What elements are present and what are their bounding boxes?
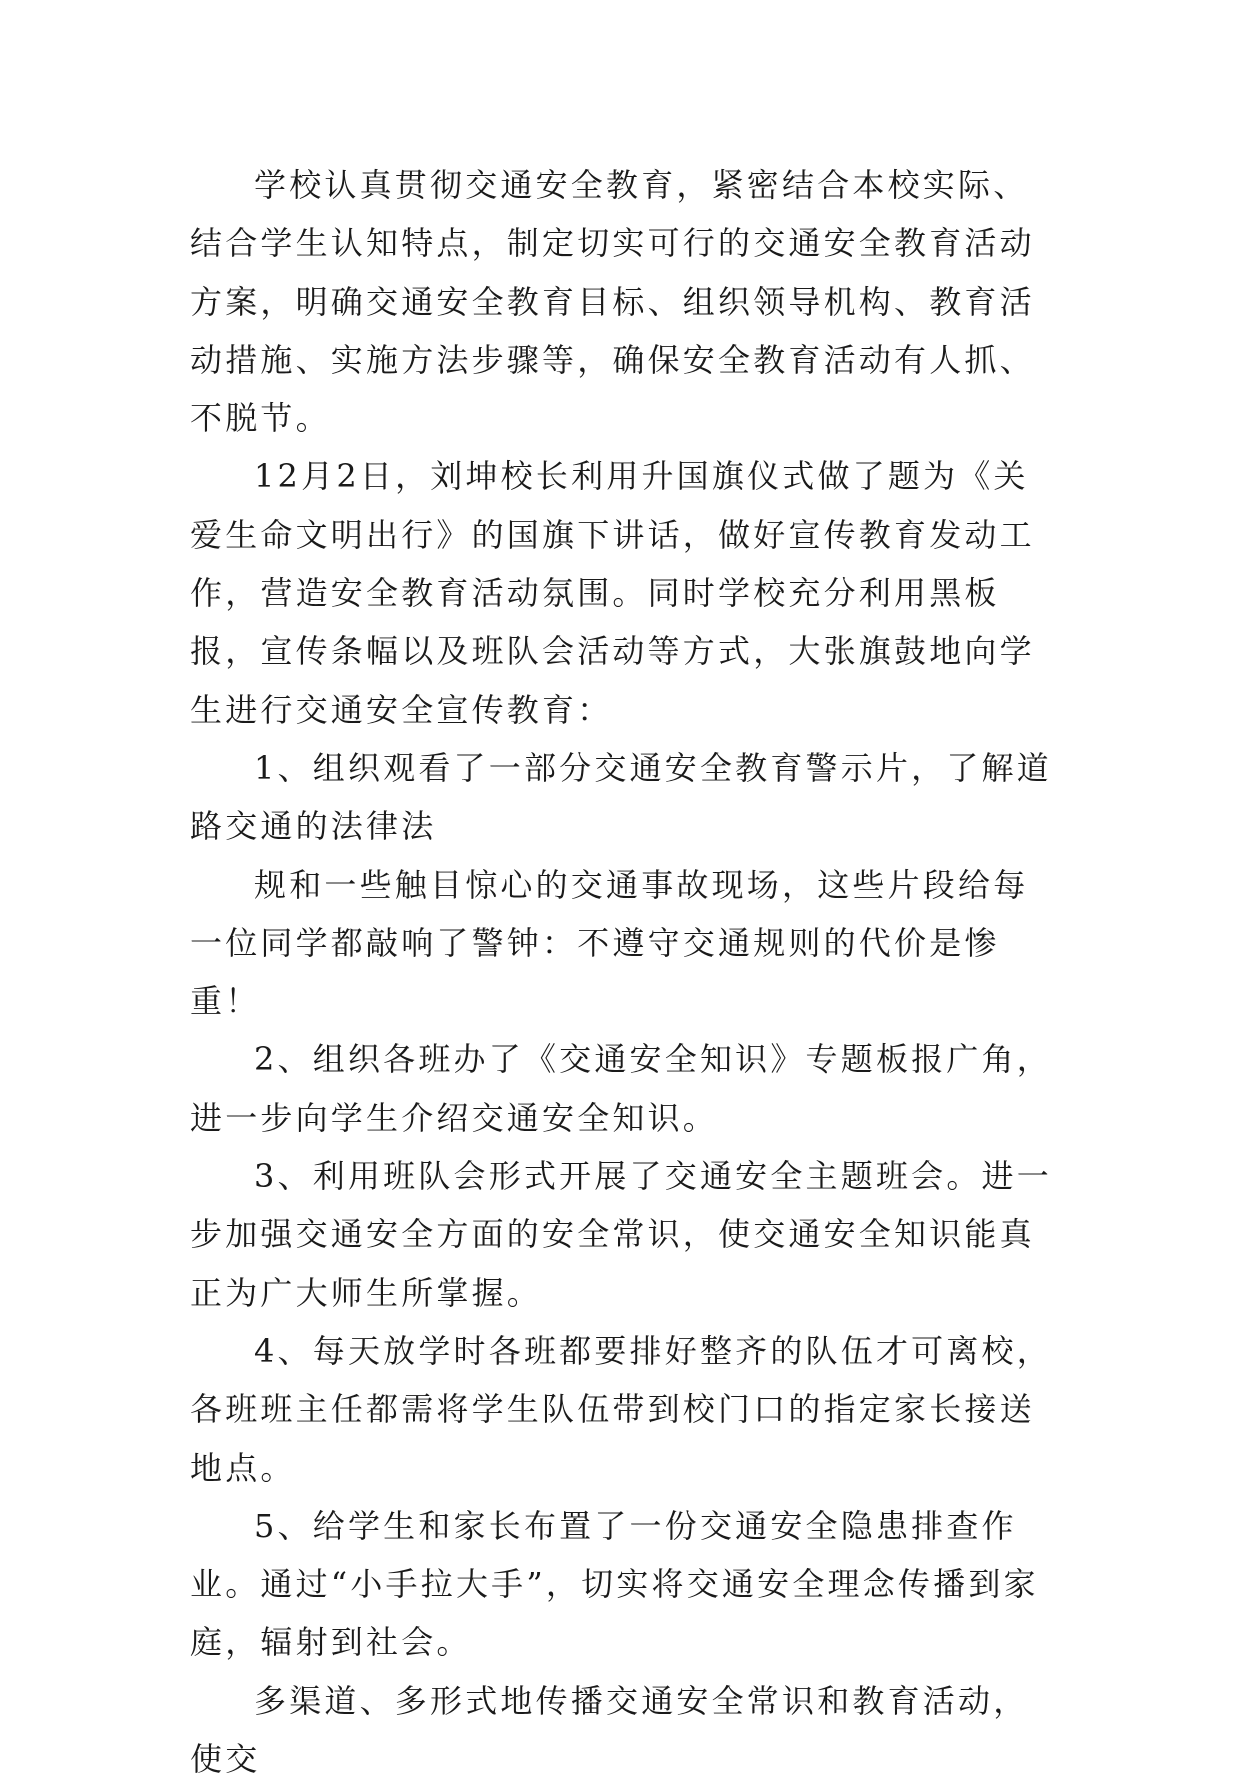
- paragraph-item-4: 4、每天放学时各班都要排好整齐的队伍才可离校，各班班主任都需将学生队伍带到校门口的指定家长接送地点。: [190, 1331, 1052, 1487]
- paragraph-flag-speech: 12月2日，刘坤校长利用升国旗仪式做了题为《关爱生命文明出行》的国旗下讲话，做好宣传教育发动工作，营造安全教育活动氛围。同时学校充分利用黑板报，宣传条幅以及班队会活动等方式，大张旗鼓地向学生进行交通安全宣传教育：: [190, 457, 1035, 729]
- paragraph-intro: 学校认真贯彻交通安全教育，紧密结合本校实际、结合学生认知特点，制定切实可行的交通安全教育活动方案，明确交通安全教育目标、组织领导机构、教育活动措施、实施方法步骤等，确保安全教育活动有人抓、不脱节。: [190, 166, 1035, 438]
- paragraph-item-2: 2、组织各班办了《交通安全知识》专题板报广角，进一步向学生介绍交通安全知识。: [190, 1040, 1052, 1137]
- paragraph-item-3: 3、利用班队会形式开展了交通安全主题班会。进一步加强交通安全方面的安全常识，使交通安全知识能真正为广大师生所掌握。: [190, 1157, 1052, 1312]
- paragraph-closing: 多渠道、多形式地传播交通安全常识和教育活动，使交: [190, 1681, 1029, 1779]
- paragraph-item-5: 5、给学生和家长布置了一份交通安全隐患排查作业。通过“小手拉大手”，切实将交通安全理念传播到家庭，辐射到社会。: [190, 1506, 1039, 1662]
- paragraph-item-1-continued: 规和一些触目惊心的交通事故现场，这些片段给每一位同学都敲响了警钟：不遵守交通规则的代价是惨重！: [190, 865, 1029, 1021]
- paragraph-item-1: 1、组织观看了一部分交通安全教育警示片，了解道路交通的法律法: [190, 748, 1052, 846]
- document-body: [190, 156, 1056, 1788]
